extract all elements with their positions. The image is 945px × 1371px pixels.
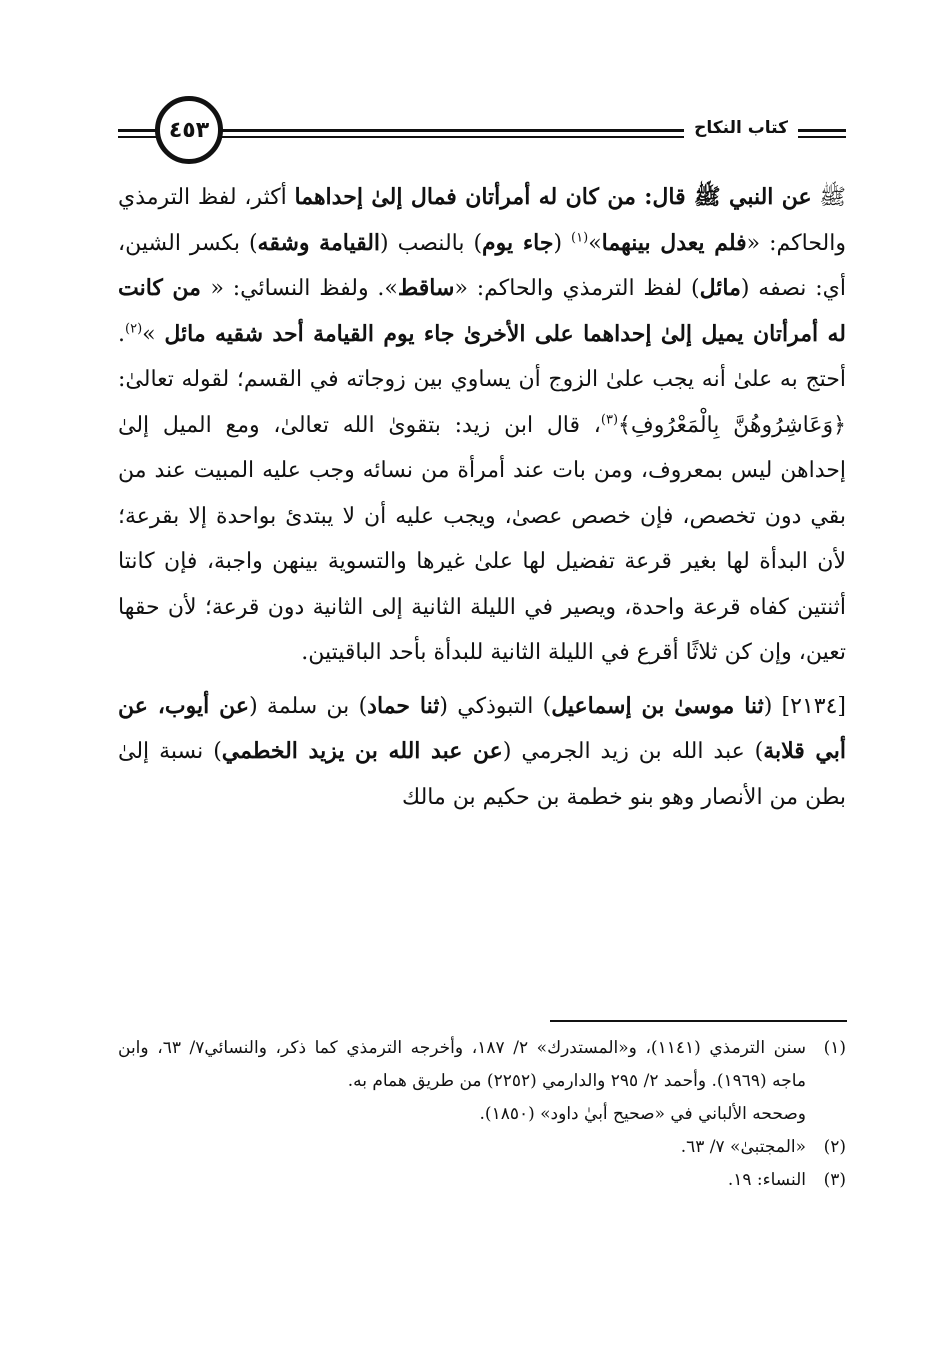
text-span: ( [553, 230, 572, 256]
narrator-chain: عن أيوب، عن أبي قلابة [118, 692, 846, 764]
text-span: ) عبد الله بن زيد الجرمي ( [502, 739, 764, 764]
quran-quote: وَعَاشِرُوهُنَّ بِالْمَعْرُوفِ [630, 412, 834, 438]
text-span: ) لفظ الترمذي والحاكم: « [454, 276, 700, 301]
hadith-quote: ساقط [397, 275, 455, 301]
text-span: ) التبوذكي ( [439, 693, 552, 719]
text-span: ». ولفظ النسائي: « [210, 276, 398, 301]
narrator-chain: ثنا موسىٰ بن إسماعيل [551, 692, 764, 719]
text-span: ) بكسر الشين، أي: نصفه ( [118, 230, 846, 301]
hadith-quote: مائل [699, 275, 741, 301]
footnote-number: (٢) [823, 1137, 846, 1157]
footnote-ref: (١) [571, 230, 589, 246]
text-span: أكثر، لفظ الترمذي والحاكم: « [118, 185, 846, 256]
narrator-chain: عن عبد الله بن يزيد الخطمي [221, 738, 503, 764]
text-span: » [588, 230, 602, 256]
hadith-quote: عن النبي ﷺ قال: من كان له أمرأتان فمال إلىٰ إحداهما [294, 184, 812, 210]
footnote-line: «المجتبىٰ» ٧/ ٦٣. [680, 1137, 806, 1157]
footnote-divider [550, 1020, 847, 1022]
footnote-number: (١) [823, 1038, 846, 1058]
page-header [118, 92, 846, 174]
footnote-line: سنن الترمذي (١١٤١)، و«المستدرك» ٢/ ١٨٧، وأخرجه الترمذي كما ذكر، والنسائي٧/ ٦٣، وابن ماجه (١٩٦٩). وأحمد ٢/ ٢٩٥ والدارمي (٢٢٥٢) من طريق همام به. [118, 1038, 806, 1091]
footnote-ref: (٣) [600, 412, 619, 428]
text-span: [٢١٣٤] ( [763, 693, 846, 719]
footnote-body [118, 1164, 806, 1197]
text-span: ﴾ [618, 412, 631, 438]
footnote-item [118, 1131, 846, 1164]
text-span: ، قال ابن زيد: بتقوىٰ الله تعالىٰ، ومع الميل إلىٰ إحداهن ليس بمعروف، ومن بات عند أمرأة من نسائه وجب عليه المبيت عند من بقي دون تخصص، فإن خصص عصىٰ، ويجب عليه أن لا يبتدئ بواحدة إلا بقرعة؛ لأن البدأة لها بغير قرعة تفضيل لها علىٰ غيرها والتسوية بينهن واجبة، فإن كانتا أثنتين كفاه قرعة واحدة، ويصير في الليلة الثانية إلى الثانية دون قرعة؛ لأن حقها تعين، وإن كن ثلاثًا أقرع في الليلة الثانية للبدأة بأحد الباقيتين. [118, 412, 846, 665]
narrator-chain: ثنا حماد [367, 692, 440, 719]
text-span: ) بالنصب ( [380, 230, 483, 256]
footnote-number: (٣) [823, 1170, 846, 1190]
book-title: كتاب النكاح [684, 117, 798, 139]
main-text [118, 175, 846, 820]
hadith-quote: جاء يوم [482, 229, 554, 256]
footnote-body [118, 1032, 806, 1131]
text-span: » [142, 321, 165, 347]
paragraph-commentary [118, 175, 846, 676]
paragraph-hadith-2134 [118, 684, 846, 821]
footnote-item [118, 1164, 846, 1197]
footnote-line: النساء: ١٩. [727, 1170, 806, 1190]
hadith-quote: القيامة وشقه [257, 229, 381, 256]
footnote-body [118, 1131, 806, 1164]
footnote-ref: (٢) [125, 321, 143, 337]
text-span: ﷺ [811, 185, 846, 210]
page-number: ٤٥٣ [168, 117, 210, 143]
footnote-item [118, 1032, 846, 1131]
footnotes [118, 1032, 846, 1197]
footnote-line: وصححه الألباني في «صحيح أبيٰ داود» (١٨٥٠). [479, 1104, 806, 1124]
text-span: . أحتج به علىٰ أنه يجب علىٰ الزوج أن يساوي بين زوجاته في القسم؛ لقوله تعالىٰ: ﴿ [118, 321, 846, 438]
text-span: ) نسبة إلىٰ بطن من الأنصار وهو بنو خطمة بن حكيم بن مالك [118, 739, 846, 810]
text-span: ) بن سلمة ( [249, 693, 368, 719]
page-number-badge [155, 96, 223, 164]
hadith-quote: فلم يعدل بينهما [601, 229, 747, 256]
hadith-quote: من كانت له أمرأتان يميل إلىٰ إحداهما على الأخرىٰ جاء يوم القيامة أحد شقيه مائل [118, 275, 846, 347]
